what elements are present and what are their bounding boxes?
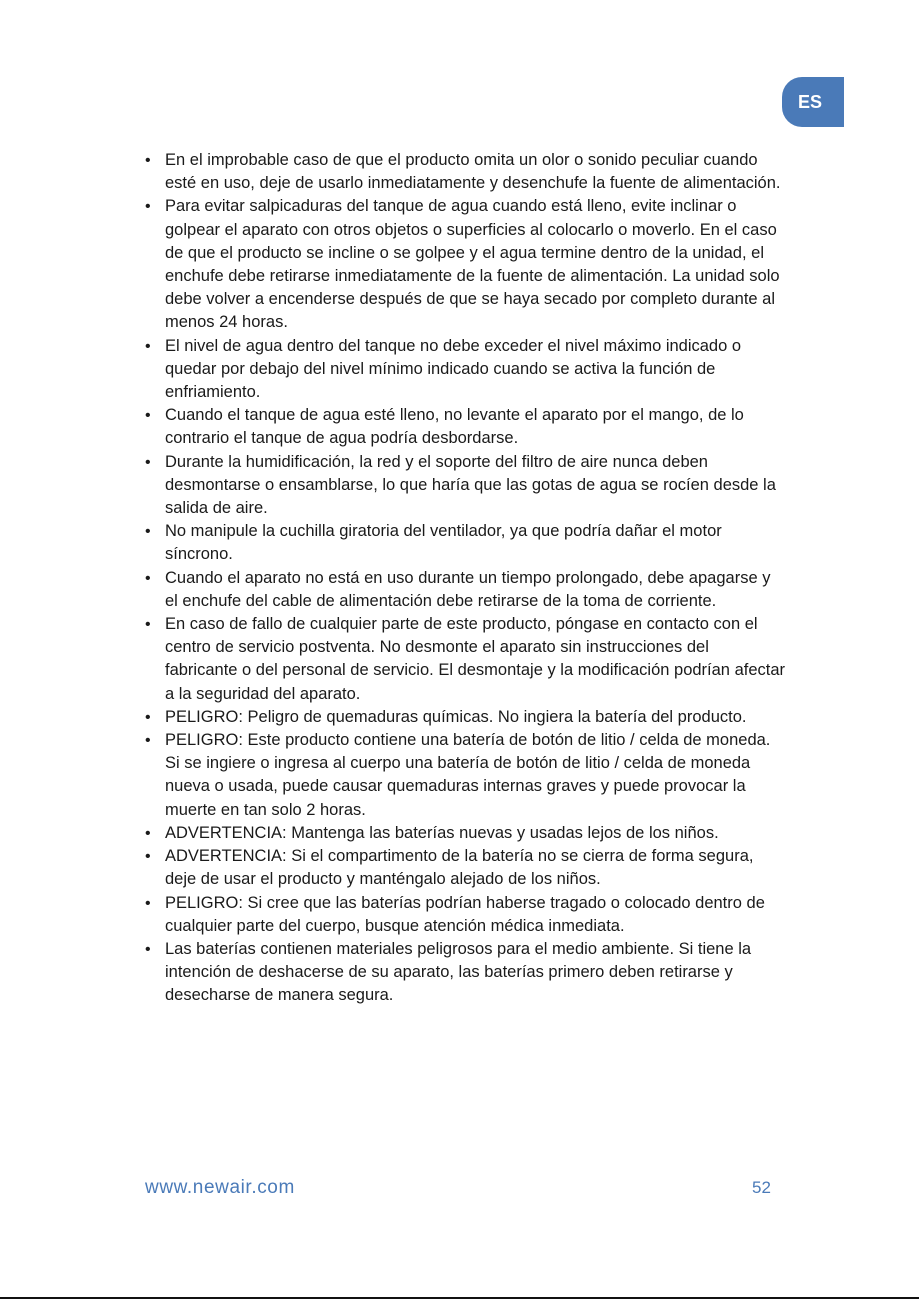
- page-number: 52: [752, 1178, 771, 1197]
- bullet-item: • El nivel de agua dentro del tanque no debe exceder el nivel máximo indicado o quedar por debajo del nivel mínimo indicado cuando se activa la función de enfriamiento.: [145, 335, 785, 405]
- bullet-item: • PELIGRO: Si cree que las baterías podrían haberse tragado o colocado dentro de cualquier parte del cuerpo, busque atención médica inmediata.: [145, 892, 785, 938]
- bullet-item: • Durante la humidificación, la red y el soporte del filtro de aire nunca deben desmontarse o ensamblarse, lo que haría que las gotas de agua se rocíen desde la salida de aire.: [145, 451, 785, 521]
- safety-bullet-list: [145, 149, 785, 1008]
- bullet-item: • Cuando el aparato no está en uso durante un tiempo prolongado, debe apagarse y el enchufe del cable de alimentación debe retirarse de la toma de corriente.: [145, 567, 785, 613]
- bullet-item: • En caso de fallo de cualquier parte de este producto, póngase en contacto con el centro de servicio postventa. No desmonte el aparato sin instrucciones del fabricante o del personal de servicio. El desmontaje y la modificación podrían afectar a la seguridad del aparato.: [145, 613, 785, 706]
- bullet-item: • Para evitar salpicaduras del tanque de agua cuando está lleno, evite inclinar o golpear el aparato con otros objetos o superficies al colocarlo o moverlo. En el caso de que el producto se incline o se golpee y el agua termine dentro de la unidad, el enchufe debe retirarse inmediatamente de la fuente de alimentación. La unidad solo debe volver a encenderse después de que se haya secado por completo durante al menos 24 horas.: [145, 195, 785, 334]
- bullet-item: • Cuando el tanque de agua esté lleno, no levante el aparato por el mango, de lo contrario el tanque de agua podría desbordarse.: [145, 404, 785, 450]
- bullet-item: • ADVERTENCIA: Mantenga las baterías nuevas y usadas lejos de los niños.: [145, 822, 785, 845]
- language-tab: ES: [782, 77, 844, 127]
- bullet-item: • En el improbable caso de que el producto omita un olor o sonido peculiar cuando esté en uso, deje de usarlo inmediatamente y desenchufe la fuente de alimentación.: [145, 149, 785, 195]
- bullet-item: • No manipule la cuchilla giratoria del ventilador, ya que podría dañar el motor síncrono.: [145, 520, 785, 566]
- bullet-item: • Las baterías contienen materiales peligrosos para el medio ambiente. Si tiene la intención de deshacerse de su aparato, las baterías primero deben retirarse y desecharse de manera segura.: [145, 938, 785, 1008]
- bullet-item: • PELIGRO: Peligro de quemaduras químicas. No ingiera la batería del producto.: [145, 706, 785, 729]
- footer-website-link[interactable]: www.newair.com: [145, 1177, 295, 1198]
- bullet-item: • PELIGRO: Este producto contiene una batería de botón de litio / celda de moneda. Si se ingiere o ingresa al cuerpo una batería de botón de litio / celda de moneda nueva o usada, puede causar quemaduras internas graves y puede provocar la muerte en tan solo 2 horas.: [145, 729, 785, 822]
- bullet-item: • ADVERTENCIA: Si el compartimento de la batería no se cierra de forma segura, deje de usar el producto y manténgalo alejado de los niños.: [145, 845, 785, 891]
